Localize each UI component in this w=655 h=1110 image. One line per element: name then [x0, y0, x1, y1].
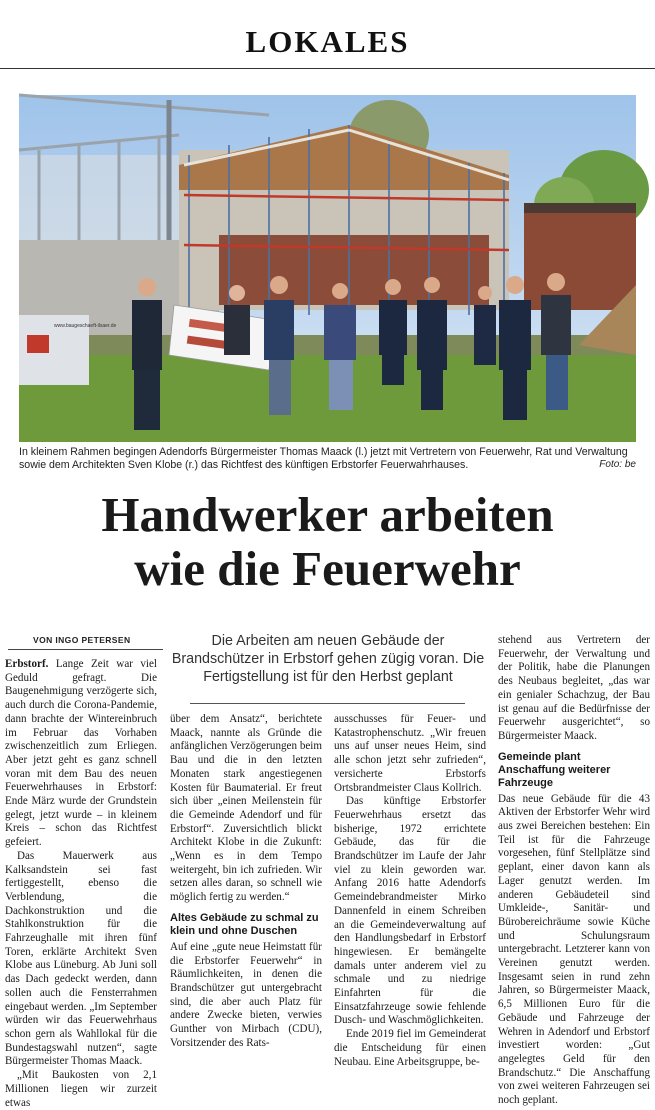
- header-rule: [0, 68, 655, 69]
- col1-paragraph-2: Das Mauerwerk aus Kalksandstein sei fast fertiggestellt, ebenso die Verblendung, die Dachkonstruktion und die Stahlkonstruktion für die Fahrzeughalle mit ihren fünf Toren, erklärte Architekt Sven Klobe aus Lüneburg. Ab Juni soll das Dach gedeckt werden, dann sollen auch die Fensterrahmen eingebaut werden. „Im September würden wir das Feuerwehrhaus schon gern als Wahllokal für die Bundestagswahl nutzen“, sagte Bürgermeister Thomas Maack.: [5, 849, 157, 1068]
- article-column-4: [498, 634, 650, 1108]
- col4-paragraph-2: Das neue Gebäude für die 43 Aktiven der Erbstorfer Wehr wird aus zwei Bereichen bestehen: Ein Teil ist für die Fahrzeuge vorgesehen, fünf Stellplätze sind geplant, einer davon kann als Lager genutzt werden. Im anderen Gebäudeteil sind Umkleide-, Sanitär- und Bürobereichräume sowie Küche und Schulungsraum untergebracht. Letzterer kann von Vereinen genutzt werden. Insgesamt seien in rund zehn Jahren, so Bürgermeister Maack, 6,5 Millionen Euro für die Gebäude und Fahrzeuge der Wehren in Adendorf und Erbstorf investiert worden: „Gut angelegtes Geld für den Brandschutz.“ Die Anschaffung von zwei weiteren Fahrzeugen sei noch geplant.: [498, 792, 650, 1107]
- dateline: Erbstorf.: [5, 658, 49, 670]
- col3-paragraph-1: ausschusses für Feuer- und Katastrophenschutz. „Wir freuen uns auf unser neues Heim, sind alle schon jetzt sehr zufrieden“, versicherte Erbstorfs Ortsbrandmeister Claus Kollrich.: [334, 713, 486, 794]
- col1-paragraph-1-text: Lange Zeit war viel Geduld gefragt. Die Baugenehmigung verzögerte sich, auch durch die Corona-Pandemie, dann brachte der Wintereinbruch im Februar das Vorhaben zwischenzeitlich zum Erliegen. Aber jetzt geht es ganz schnell voran mit dem Bau des neuen Feuerwehrhauses in Erbstorf: Ende März wurde der Grundstein gelegt, jetzt wurde – in kleinem Kreis – schon das Richtfest gefeiert.: [5, 658, 157, 849]
- subhead-rule: [190, 703, 465, 704]
- photo-caption: In kleinem Rahmen begingen Adendorfs Bürgermeister Thomas Maack (l.) jetzt mit Vertretern von Feuerwehr, Rat und Verwaltung sowie dem Architekten Sven Klobe (r.) das Richtfest des künftigen Erbstorfer Feuerwahrhauses.: [19, 446, 628, 471]
- photo-credit: Foto: be: [599, 459, 636, 470]
- byline-rule: [8, 649, 163, 650]
- subhead: Die Arbeiten am neuen Gebäude der Brandschützer in Erbstorf gehen zügig voran. Die Fertigstellung ist für den Herbst geplant: [171, 633, 485, 685]
- col1-paragraph-3: „Mit Baukosten von 2,1 Millionen liegen wir zurzeit etwas: [5, 1069, 157, 1109]
- headline-line-2: wie die Feuerwehr: [134, 541, 521, 596]
- article-column-2: [170, 713, 322, 1050]
- col2-subheading: Altes Gebäude zu schmal zu klein und ohne Duschen: [170, 911, 319, 937]
- col3-paragraph-3: Ende 2019 fiel im Gemeinderat die Entscheidung für einen Neubau. Eine Arbeitsgruppe, be-: [334, 1028, 486, 1068]
- col3-paragraph-2: Das künftige Erbstorfer Feuerwehrhaus ersetzt das bisherige, 1972 errichtete Gebäude, das für die Brandschützer im Laufe der Jahr viel zu klein geworden war. Anfang 2016 hatte Adendorfs Gemeindebrandmeister Mirko Dannenfeld in einem Schreiben an die Gemeindeverwaltung auf den Handlungsbedarf in Erbstorf hingewiesen. Er bemängelte damals unter anderem viel zu schmale und zu niedrige Einfahrten für die Einsatzfahrzeuge sowie fehlende Dusch- und Waschmöglichkeiten.: [334, 795, 486, 1027]
- byline: VON INGO PETERSEN: [33, 635, 131, 645]
- col1-paragraph-1: [5, 658, 157, 850]
- headline-line-1: Handwerker arbeiten: [101, 487, 554, 542]
- article-photo: [19, 95, 636, 442]
- poster-label: www.baugeschaeft-ilsaer.de: [54, 323, 117, 329]
- section-header: LOKALES: [245, 24, 410, 59]
- article-column-1: [5, 658, 157, 1110]
- headline: [0, 488, 655, 596]
- col2-paragraph-2: Auf eine „gute neue Heimstatt für die Erbstorfer Feuerwehr“ in Räumlichkeiten, in denen die Brandschützer gut untergebracht sind, die aber auch Platz für andere Zwecke bieten, verwies Gunther von Mirbach (CDU), Vorsitzender des Rats-: [170, 940, 322, 1049]
- col4-subheading: Gemeinde plant Anschaffung weiterer Fahrzeuge: [498, 750, 611, 789]
- col4-paragraph-1: stehend aus Vertretern der Feuerwehr, der Verwaltung und der Politik, habe die Planungen des Neubaus begleitet, „das war ein genialer Schachzug, der Bau ist genau auf die Bedürfnisse der Feuerwehr ausgerichtet“, so Bürgermeister Maack.: [498, 634, 650, 742]
- col2-paragraph-1: über dem Ansatz“, berichtete Maack, nannte als Gründe die anfänglichen Verzögerungen beim Bau und die in den letzten Monaten stark angestiegenen Kosten für Baumaterial. Er freut sich über „einen Meilenstein für die Gemeinde Adendorf und für Erbstorf“. Zuversichtlich blickt Architekt Klobe in die Zukunft: „Wenn es in dem Tempo weitergeht, bin ich zufrieden. Wir setzen alles daran, so schnell wie möglich fertig zu werden.“: [170, 713, 322, 904]
- article-column-3: [334, 713, 486, 1069]
